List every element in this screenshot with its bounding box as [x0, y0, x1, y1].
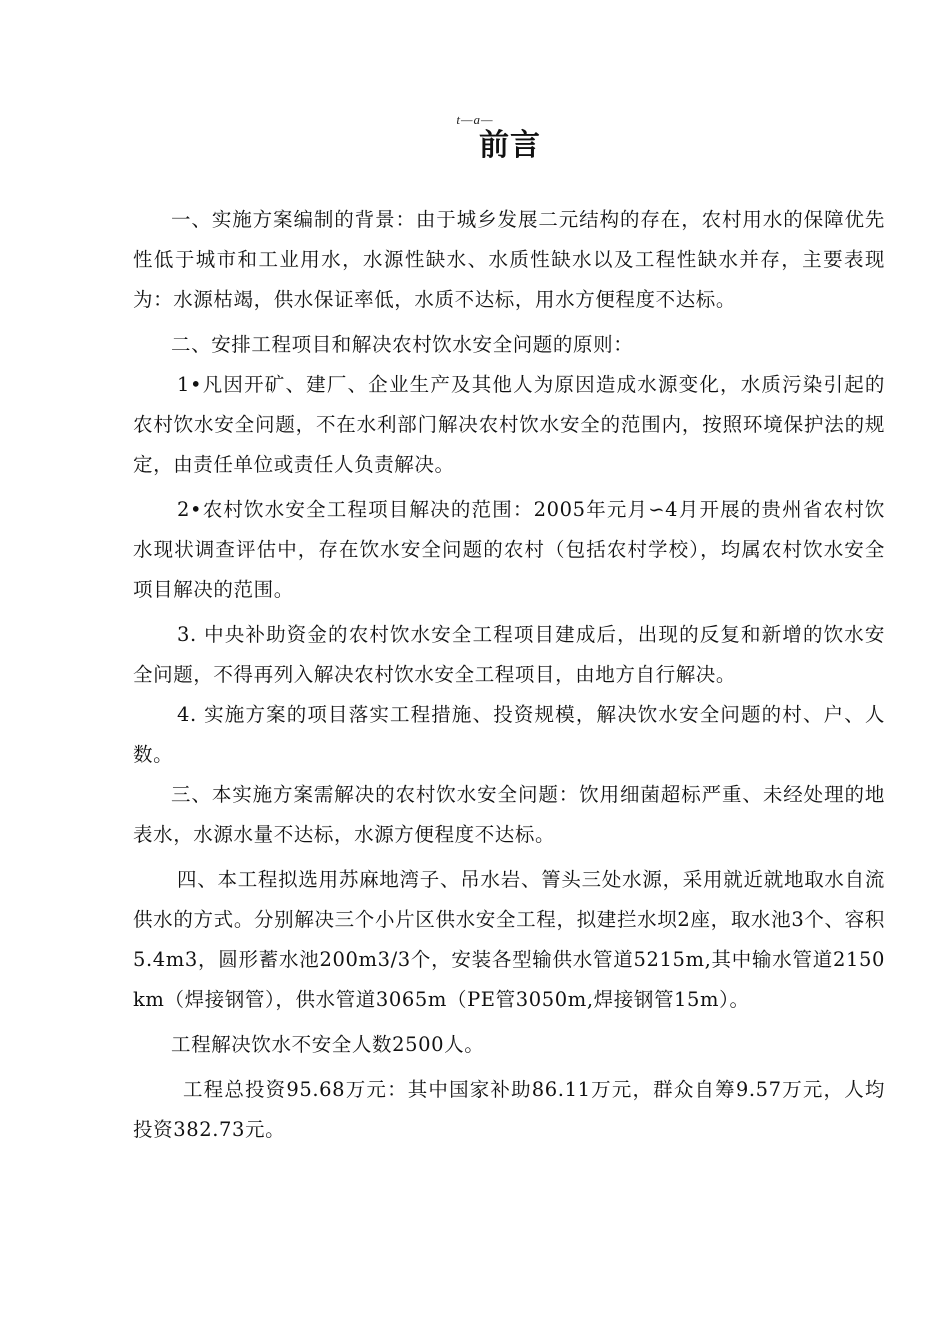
- header-mark: t—a—: [456, 112, 494, 127]
- paragraph-principle-2: 2•农村饮水安全工程项目解决的范围：2005年元月∽4月开展的贵州省农村饮水现状调查评估中，存在饮水安全问题的农村（包括农村学校），均属农村饮水安全项目解决的范围。: [133, 498, 885, 601]
- paragraph-investment: 工程总投资95.68万元：其中国家补助86.11万元，群众自筹9.57万元，人均投资382.73元。: [133, 1078, 885, 1141]
- paragraph-background: 一、实施方案编制的背景：由于城乡发展二元结构的存在，农村用水的保障优先性低于城市和工业用水，水源性缺水、水质性缺水以及工程性缺水并存，主要表现为：水源枯竭，供水保证率低，水质不达标，用水方便程度不达标。: [133, 208, 885, 311]
- paragraph-principle-4: 4. 实施方案的项目落实工程措施、投资规模，解决饮水安全问题的村、户、人数。: [133, 703, 885, 766]
- paragraph-population: 工程解决饮水不安全人数2500人。: [171, 1033, 485, 1056]
- paragraph-problems: 三、本实施方案需解决的农村饮水安全问题：饮用细菌超标严重、未经处理的地表水，水源水量不达标，水源方便程度不达标。: [133, 783, 885, 846]
- paragraph-principle-1: 1•凡因开矿、建厂、企业生产及其他人为原因造成水源变化，水质污染引起的农村饮水安全问题，不在水利部门解决农村饮水安全的范围内，按照环境保护法的规定，由责任单位或责任人负责解决。: [133, 373, 885, 476]
- paragraph-principle-3: 3. 中央补助资金的农村饮水安全工程项目建成后，出现的反复和新增的饮水安全问题，不得再列入解决农村饮水安全工程项目，由地方自行解决。: [133, 623, 885, 686]
- page-title: 前言: [479, 128, 541, 163]
- document-body: [133, 200, 885, 1150]
- paragraph-principles-heading: 二、安排工程项目和解决农村饮水安全问题的原则：: [171, 333, 634, 356]
- paragraph-engineering: 四、本工程拟选用苏麻地湾子、吊水岩、箐头三处水源，采用就近就地取水自流供水的方式。分别解决三个小片区供水安全工程，拟建拦水坝2座，取水池3个、容积5.4m3，圆形蓄水池200m3/3个，安装各型输供水管道5215m,其中输水管道2150km（焊接钢管），供水管道3065m（PE管3050m,焊接钢管15m）。: [133, 868, 885, 1011]
